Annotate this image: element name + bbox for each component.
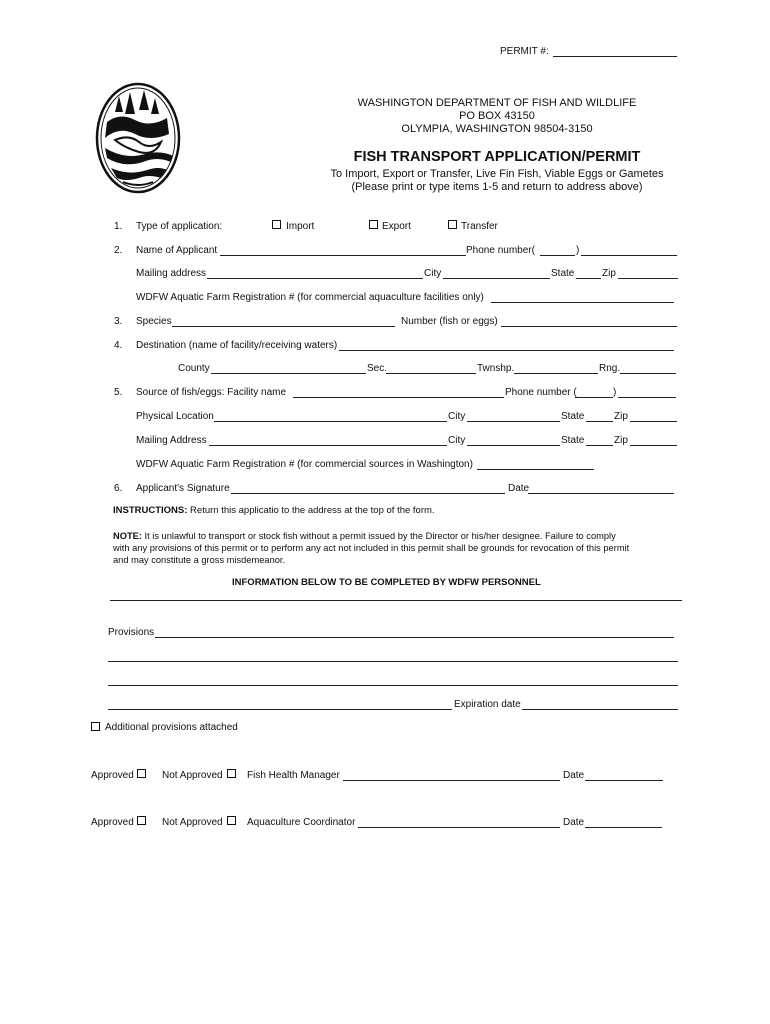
state-label: State: [551, 268, 575, 279]
signature-label: Applicant's Signature: [136, 483, 230, 494]
source-facility-label: Source of fish/eggs: Facility name: [136, 387, 287, 398]
permit-label: PERMIT #:: [500, 46, 549, 57]
not-approved-label: Not Approved: [162, 770, 223, 781]
agency-po-box: PO BOX 43150: [459, 110, 535, 122]
mailing-address-field[interactable]: [207, 278, 423, 279]
physical-location-label: Physical Location: [136, 411, 214, 422]
source-registration-field[interactable]: [477, 469, 594, 470]
note-line-1: It is unlawful to transport or stock fish without a permit issued by the Director or his/her designee. Failure to comply: [141, 531, 616, 541]
applicant-area-code-field[interactable]: [540, 255, 575, 256]
agency-name: WASHINGTON DEPARTMENT OF FISH AND WILDLIFE: [357, 97, 637, 109]
provisions-field-3[interactable]: [108, 685, 678, 686]
rng-field[interactable]: [620, 373, 676, 374]
permit-number-field[interactable]: [553, 56, 677, 57]
source-phone-field[interactable]: [618, 397, 676, 398]
aquaculture-coordinator-label: Aquaculture Coordinator: [247, 817, 356, 828]
applicant-phone-label: Phone number(: [466, 245, 535, 256]
instructions-text: Return this applicatio to the address at the top of the form.: [187, 505, 435, 516]
date-label: Date: [563, 817, 585, 828]
approved-label: Approved: [91, 817, 134, 828]
phone-close-paren: ): [613, 387, 617, 398]
transfer-checkbox[interactable]: [448, 220, 457, 231]
date-label: Date: [563, 770, 585, 781]
twnshp-label: Twnshp.: [477, 363, 515, 374]
state-field[interactable]: [586, 421, 613, 422]
approved-checkbox[interactable]: [137, 816, 146, 827]
note-line-2: with any provisions of this permit or to perform any act not included in this permit shall be grounds for revocation of this permit: [113, 543, 630, 553]
city-field[interactable]: [443, 278, 550, 279]
species-field[interactable]: [172, 326, 395, 327]
approved-checkbox[interactable]: [137, 769, 146, 780]
aquatic-farm-registration-label: WDFW Aquatic Farm Registration # (for commercial aquaculture facilities only): [136, 292, 484, 303]
note-label: NOTE:: [113, 531, 142, 541]
zip-field[interactable]: [618, 278, 678, 279]
date-label: Date: [508, 483, 530, 494]
transfer-label: Transfer: [461, 221, 498, 232]
zip-label: Zip: [614, 435, 628, 446]
city-label: City: [424, 268, 442, 279]
source-mailing-address-field[interactable]: [209, 445, 447, 446]
item-number: 4.: [114, 340, 123, 351]
agency-city: OLYMPIA, WASHINGTON 98504-3150: [401, 123, 593, 135]
export-label: Export: [382, 221, 411, 232]
zip-field[interactable]: [630, 445, 677, 446]
rng-label: Rng.: [599, 363, 621, 374]
phone-close-paren: ): [576, 245, 580, 256]
number-label: Number (fish or eggs): [401, 316, 498, 327]
physical-location-field[interactable]: [214, 421, 447, 422]
city-field[interactable]: [467, 421, 560, 422]
item-number: 6.: [114, 483, 123, 494]
city-field[interactable]: [467, 445, 560, 446]
import-label: Import: [286, 221, 315, 232]
form-subtitle-2: (Please print or type items 1-5 and return to address above): [351, 181, 643, 193]
form-title: FISH TRANSPORT APPLICATION/PERMIT: [353, 149, 641, 165]
import-checkbox[interactable]: [272, 220, 281, 231]
state-label: State: [561, 435, 585, 446]
fish-health-manager-label: Fish Health Manager: [247, 770, 340, 781]
destination-label: Destination (name of facility/receiving waters): [136, 340, 338, 351]
fish-health-manager-date-field[interactable]: [585, 780, 663, 781]
additional-provisions-label: Additional provisions attached: [105, 722, 238, 733]
provisions-field-1[interactable]: [155, 637, 674, 638]
fish-health-manager-signature-field[interactable]: [343, 780, 560, 781]
state-label: State: [561, 411, 585, 422]
applicant-name-label: Name of Applicant: [136, 245, 218, 256]
destination-field[interactable]: [339, 350, 674, 351]
city-label: City: [448, 411, 466, 422]
item-number: 1.: [114, 221, 123, 232]
item-number: 2.: [114, 245, 123, 256]
provisions-field-4[interactable]: [108, 709, 452, 710]
personnel-divider: [110, 600, 682, 601]
export-checkbox[interactable]: [369, 220, 378, 231]
item-number: 3.: [114, 316, 123, 327]
applicant-phone-field[interactable]: [581, 255, 677, 256]
number-field[interactable]: [501, 326, 677, 327]
form-subtitle-1: To Import, Export or Transfer, Live Fin Fish, Viable Eggs or Gametes: [330, 168, 664, 180]
state-field[interactable]: [586, 445, 613, 446]
mailing-address-label: Mailing address: [136, 268, 207, 279]
sec-label: Sec.: [367, 363, 388, 374]
personnel-heading: INFORMATION BELOW TO BE COMPLETED BY WDFW PERSONNEL: [232, 577, 541, 588]
not-approved-checkbox[interactable]: [227, 816, 236, 827]
source-facility-field[interactable]: [293, 397, 504, 398]
species-label: Species: [136, 316, 172, 327]
provisions-field-2[interactable]: [108, 661, 678, 662]
applicant-name-field[interactable]: [220, 255, 466, 256]
source-registration-label: WDFW Aquatic Farm Registration # (for commercial sources in Washington): [136, 459, 473, 470]
aquaculture-coordinator-signature-field[interactable]: [358, 827, 560, 828]
signature-field[interactable]: [231, 493, 505, 494]
legal-note: [113, 530, 629, 566]
provisions-label: Provisions: [108, 627, 155, 638]
aquaculture-coordinator-date-field[interactable]: [585, 827, 662, 828]
note-line-3: and may constitute a gross misdemeanor.: [113, 555, 286, 565]
city-label: City: [448, 435, 466, 446]
sec-field[interactable]: [386, 373, 476, 374]
instructions: [113, 505, 435, 516]
not-approved-checkbox[interactable]: [227, 769, 236, 780]
state-field[interactable]: [576, 278, 601, 279]
county-field[interactable]: [211, 373, 366, 374]
aquatic-farm-registration-field[interactable]: [491, 302, 674, 303]
expiration-date-field[interactable]: [522, 709, 678, 710]
item-number: 5.: [114, 387, 123, 398]
county-label: County: [178, 363, 210, 374]
instructions-label: INSTRUCTIONS:: [113, 505, 188, 516]
zip-label: Zip: [614, 411, 628, 422]
source-mailing-address-label: Mailing Address: [136, 435, 207, 446]
source-area-code-field[interactable]: [575, 397, 613, 398]
date-field[interactable]: [528, 493, 674, 494]
expiration-date-label: Expiration date: [454, 699, 521, 710]
not-approved-label: Not Approved: [162, 817, 223, 828]
additional-provisions-checkbox[interactable]: [91, 722, 100, 733]
zip-label: Zip: [602, 268, 616, 279]
twnshp-field[interactable]: [514, 373, 598, 374]
approved-label: Approved: [91, 770, 134, 781]
zip-field[interactable]: [630, 421, 677, 422]
type-of-application-label: Type of application:: [136, 221, 223, 232]
source-phone-label: Phone number (: [505, 387, 577, 398]
